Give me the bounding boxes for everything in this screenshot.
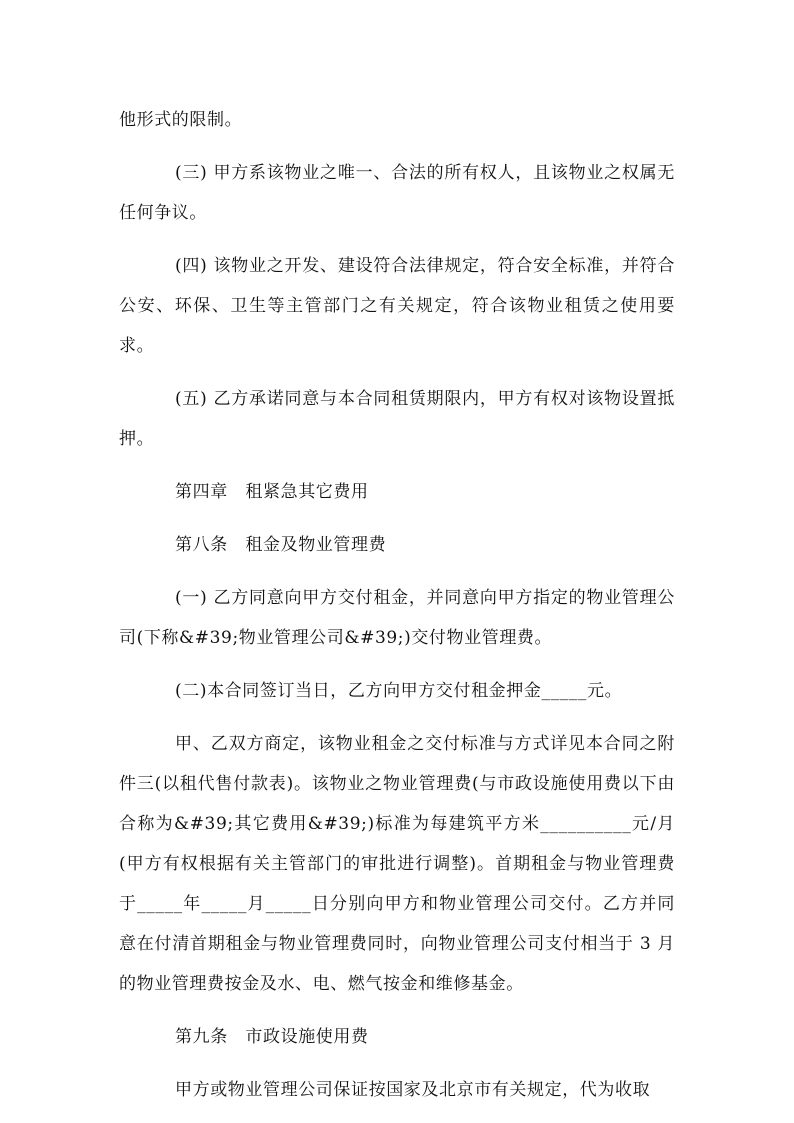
clause-5: (五) 乙方承诺同意与本合同租赁期限内，甲方有权对该物设置抵押。	[119, 389, 675, 449]
clause-3: (三) 甲方系该物业之唯一、合法的所有权人，且该物业之权属无任何争议。	[119, 163, 675, 223]
article-8-clause-1: (一) 乙方同意向甲方交付租金，并同意向甲方指定的物业管理公司(下称&#39;物业管理公司&#39;)交付物业管理费。	[119, 588, 675, 648]
document-body	[119, 100, 675, 1123]
article-9-paragraph: 甲方或物业管理公司保证按国家及北京市有关规定，代为收取	[175, 1080, 651, 1100]
payment-terms-paragraph: 甲、乙双方商定，该物业租金之交付标准与方式详见本合同之附件三(以租代售付款表)。该物业之物业管理费(与市政设施使用费以下由合称为&#39;其它费用&#39;)标准为每建筑平方米__________元/月(甲方有权根据有关主管部门的审批进行调整)。首期租金与物业管理费于_____年_____月_____日分别向甲方和物业管理公司交付。乙方并同意在付清首期租金与物业管理费同时，向物业管理公司支付相当于 3 月的物业管理费按金及水、电、燃气按金和维修基金。	[119, 734, 675, 994]
article-8-clause-2: (二)本合同签订当日，乙方向甲方交付租金押金_____元。	[175, 681, 623, 701]
clause-4: (四) 该物业之开发、建设符合法律规定，符合安全标准，并符合公安、环保、卫生等主管部门之有关规定，符合该物业租赁之使用要求。	[119, 256, 675, 356]
chapter-heading: 第四章 租紧急其它费用	[175, 482, 369, 502]
paragraph-continuation: 他形式的限制。	[119, 110, 243, 130]
article-8-heading: 第八条 租金及物业管理费	[175, 535, 387, 555]
article-9-heading: 第九条 市政设施使用费	[175, 1027, 369, 1047]
